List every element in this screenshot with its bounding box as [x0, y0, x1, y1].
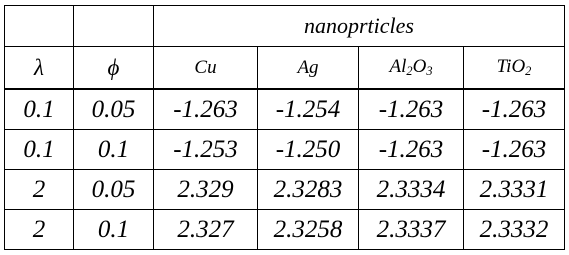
table-cell: 0.1 [74, 130, 154, 170]
table-cell: -1.250 [258, 130, 359, 170]
table-row [5, 210, 565, 250]
empty-header-cell [5, 6, 74, 47]
table-cell: 2 [5, 170, 74, 210]
table-cell: -1.263 [359, 89, 464, 130]
column-header-row [5, 47, 565, 90]
table-cell: 0.1 [5, 89, 74, 130]
group-header-row [5, 6, 565, 47]
table-cell: -1.263 [359, 130, 464, 170]
tio2-sub: 2 [525, 64, 532, 79]
table-cell: 2.3283 [258, 170, 359, 210]
table-cell: 0.05 [74, 170, 154, 210]
table-cell: 2.3258 [258, 210, 359, 250]
phi-header: ϕ [74, 47, 154, 90]
table-row [5, 130, 565, 170]
table-cell: -1.263 [154, 89, 258, 130]
table-cell: 2.3332 [464, 210, 565, 250]
table-cell: 0.1 [5, 130, 74, 170]
results-table [4, 5, 565, 250]
table-cell: 2.327 [154, 210, 258, 250]
al2o3-mid: O [412, 55, 427, 77]
al2o3-sub1: 2 [406, 64, 413, 79]
tio2-header [464, 47, 565, 90]
lambda-header: λ [5, 47, 74, 90]
table-row [5, 170, 565, 210]
table-cell: -1.263 [464, 130, 565, 170]
al2o3-header [359, 47, 464, 90]
table-cell: 2.3334 [359, 170, 464, 210]
table-cell: 2.3331 [464, 170, 565, 210]
table-cell: -1.253 [154, 130, 258, 170]
nanoparticles-header: nanoprticles [154, 6, 565, 47]
table-cell: 2 [5, 210, 74, 250]
al2o3-sub2: 3 [426, 64, 433, 79]
ag-header: Ag [258, 47, 359, 90]
tio2-base: TiO [496, 55, 526, 77]
table-cell: 0.1 [74, 210, 154, 250]
cu-header: Cu [154, 47, 258, 90]
table-cell: 2.329 [154, 170, 258, 210]
table-cell: -1.263 [464, 89, 565, 130]
empty-header-cell [74, 6, 154, 47]
al2o3-base: Al [389, 55, 407, 77]
table-cell: 0.05 [74, 89, 154, 130]
table-row [5, 89, 565, 130]
table-cell: 2.3337 [359, 210, 464, 250]
table-cell: -1.254 [258, 89, 359, 130]
